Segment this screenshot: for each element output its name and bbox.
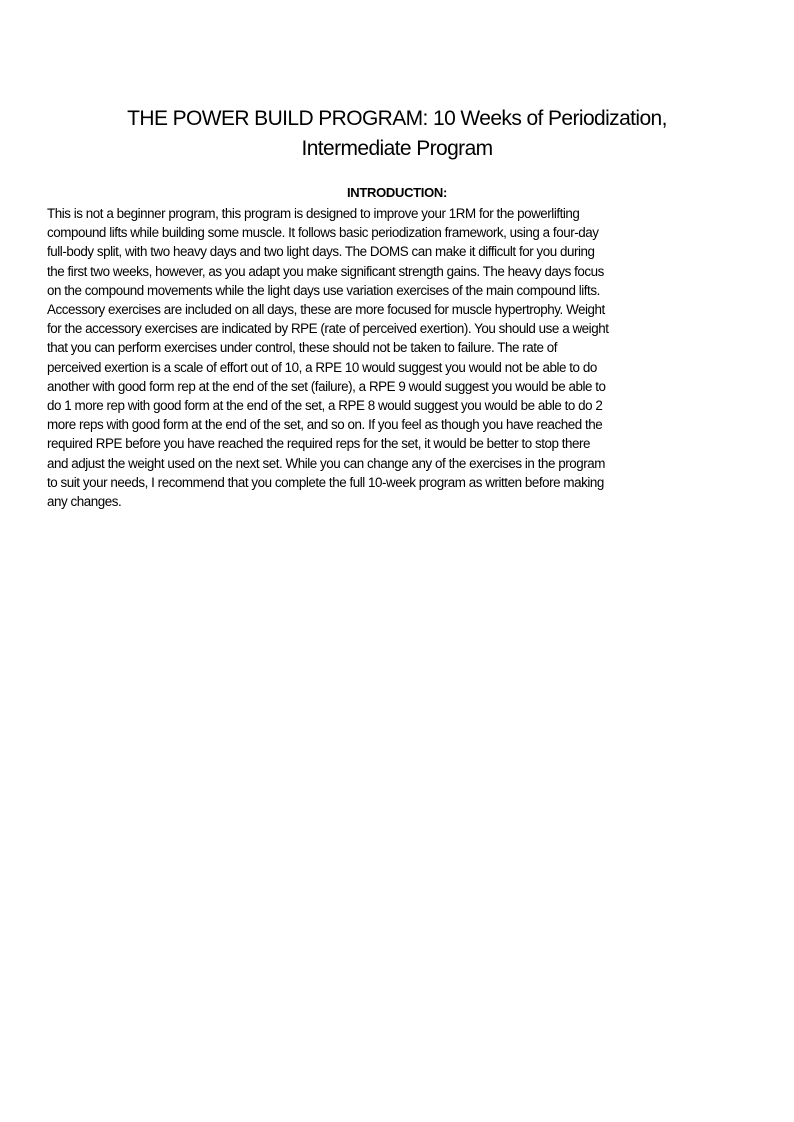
paragraph-line: and adjust the weight used on the next set. While you can change any of the exercises in the program [47, 455, 605, 471]
paragraph-line: more reps with good form at the end of the set, and so on. If you feel as though you have reached the [47, 417, 603, 433]
intro-paragraph [47, 204, 767, 511]
paragraph-line: to suit your needs, I recommend that you complete the full 10-week program as written before making [47, 474, 604, 490]
paragraph-line: any changes. [47, 494, 122, 510]
title-line: Intermediate Program [301, 137, 493, 160]
section-heading: INTRODUCTION: [346, 185, 448, 200]
paragraph-line: compound lifts while building some muscle. It follows basic periodization framework, using a four-day [47, 225, 599, 241]
document-title [60, 104, 734, 164]
paragraph-line: that you can perform exercises under control, these should not be taken to failure. The rate of [47, 340, 558, 356]
paragraph-line: Accessory exercises are included on all days, these are more focused for muscle hypertrophy. Weight [47, 302, 605, 318]
paragraph-line: another with good form rep at the end of the set (failure), a RPE 9 would suggest you would be able to [47, 378, 606, 394]
title-line: THE POWER BUILD PROGRAM: 10 Weeks of Periodization, [127, 107, 667, 130]
paragraph-line: on the compound movements while the light days use variation exercises of the main compound lifts. [47, 282, 600, 298]
paragraph-line: full-body split, with two heavy days and two light days. The DOMS can make it difficult for you during [47, 244, 595, 260]
paragraph-line: the first two weeks, however, as you adapt you make significant strength gains. The heavy days focus [47, 263, 604, 279]
paragraph-line: do 1 more rep with good form at the end of the set, a RPE 8 would suggest you would be able to do 2 [47, 398, 603, 414]
paragraph-line: perceived exertion is a scale of effort out of 10, a RPE 10 would suggest you would not be able to do [47, 359, 597, 375]
paragraph-line: for the accessory exercises are indicated by RPE (rate of perceived exertion). You should use a weight [47, 321, 609, 337]
paragraph-line: required RPE before you have reached the required reps for the set, it would be better to stop there [47, 436, 591, 452]
paragraph-line: This is not a beginner program, this program is designed to improve your 1RM for the powerlifting [47, 206, 580, 221]
